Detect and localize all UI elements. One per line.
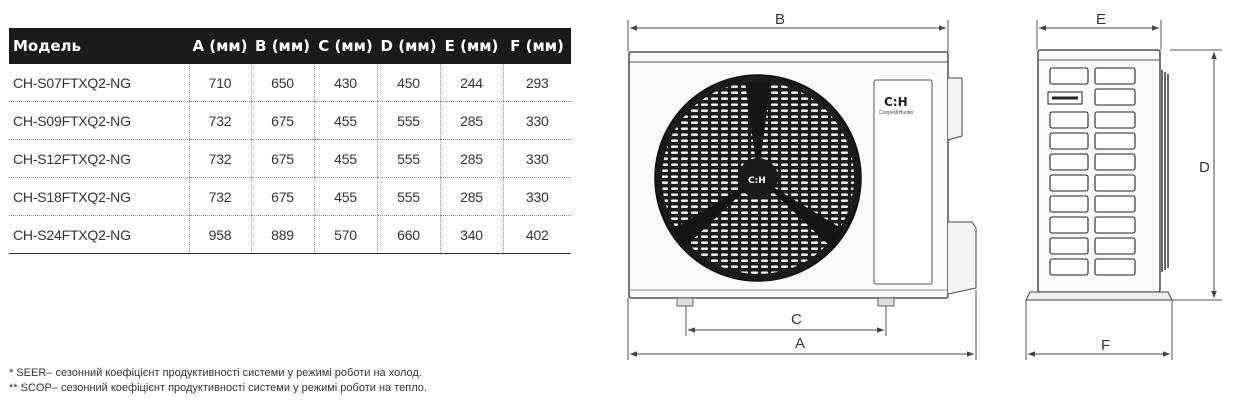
col-header-e: E (мм) [440, 28, 503, 64]
cell-a: 732 [189, 178, 251, 216]
cell-d: 555 [377, 178, 440, 216]
front-view [628, 11, 976, 360]
cell-c: 570 [314, 216, 377, 254]
cell-e: 285 [440, 140, 503, 178]
side-view [1026, 11, 1222, 360]
cell-model: CH-S07FTXQ2-NG [9, 64, 189, 102]
cell-d: 555 [377, 140, 440, 178]
col-header-d: D (мм) [377, 28, 440, 64]
cell-f: 293 [503, 64, 571, 102]
cell-b: 675 [251, 102, 314, 140]
cell-b: 650 [251, 64, 314, 102]
fan-logo: C:H [748, 176, 766, 186]
dim-c-label: C [791, 311, 802, 328]
dim-e-label: E [1096, 11, 1107, 28]
cell-a: 958 [189, 216, 251, 254]
panel-logo-sub: Cooper&Hunter [879, 110, 914, 116]
side-casing [1038, 50, 1160, 292]
dim-f-label: F [1101, 337, 1111, 354]
dim-d-label: D [1199, 159, 1210, 176]
footnote-scop: ** SCOP– сезонний коефіцієнт продуктивності системи у режимі роботи на тепло. [9, 382, 427, 394]
dim-a-label: A [795, 335, 806, 352]
foot-right [878, 298, 894, 306]
cell-model: CH-S18FTXQ2-NG [9, 178, 189, 216]
side-base [1026, 292, 1172, 300]
dim-b-label: B [775, 11, 786, 28]
col-header-b: B (мм) [251, 28, 314, 64]
panel-logo: C:H [884, 95, 908, 109]
cell-f: 330 [503, 102, 571, 140]
footnote-seer: * SEER– сезонний коефіцієнт продуктивності системи у режимі роботи на холод. [9, 367, 422, 379]
cell-model: CH-S24FTXQ2-NG [9, 216, 189, 254]
foot-left [677, 298, 693, 306]
cell-f: 330 [503, 140, 571, 178]
col-header-a: A (мм) [189, 28, 251, 64]
cell-c: 430 [314, 64, 377, 102]
cell-a: 732 [189, 102, 251, 140]
col-header-c: C (мм) [314, 28, 377, 64]
cell-c: 455 [314, 102, 377, 140]
cell-d: 660 [377, 216, 440, 254]
cell-b: 889 [251, 216, 314, 254]
cell-model: CH-S12FTXQ2-NG [9, 140, 189, 178]
cell-c: 455 [314, 178, 377, 216]
cell-e: 340 [440, 216, 503, 254]
cell-f: 330 [503, 178, 571, 216]
condenser-fins [1162, 70, 1168, 272]
side-bracket [948, 78, 962, 140]
col-header-f: F (мм) [503, 28, 571, 64]
cell-model: CH-S09FTXQ2-NG [9, 102, 189, 140]
cell-e: 244 [440, 64, 503, 102]
cell-e: 285 [440, 178, 503, 216]
cell-b: 675 [251, 140, 314, 178]
cell-e: 285 [440, 102, 503, 140]
cell-b: 675 [251, 178, 314, 216]
cell-f: 402 [503, 216, 571, 254]
cell-c: 455 [314, 140, 377, 178]
valve-cover [948, 222, 976, 294]
cell-d: 450 [377, 64, 440, 102]
cell-d: 555 [377, 102, 440, 140]
col-header-model: Модель [9, 28, 189, 64]
cell-a: 732 [189, 140, 251, 178]
cell-a: 710 [189, 64, 251, 102]
